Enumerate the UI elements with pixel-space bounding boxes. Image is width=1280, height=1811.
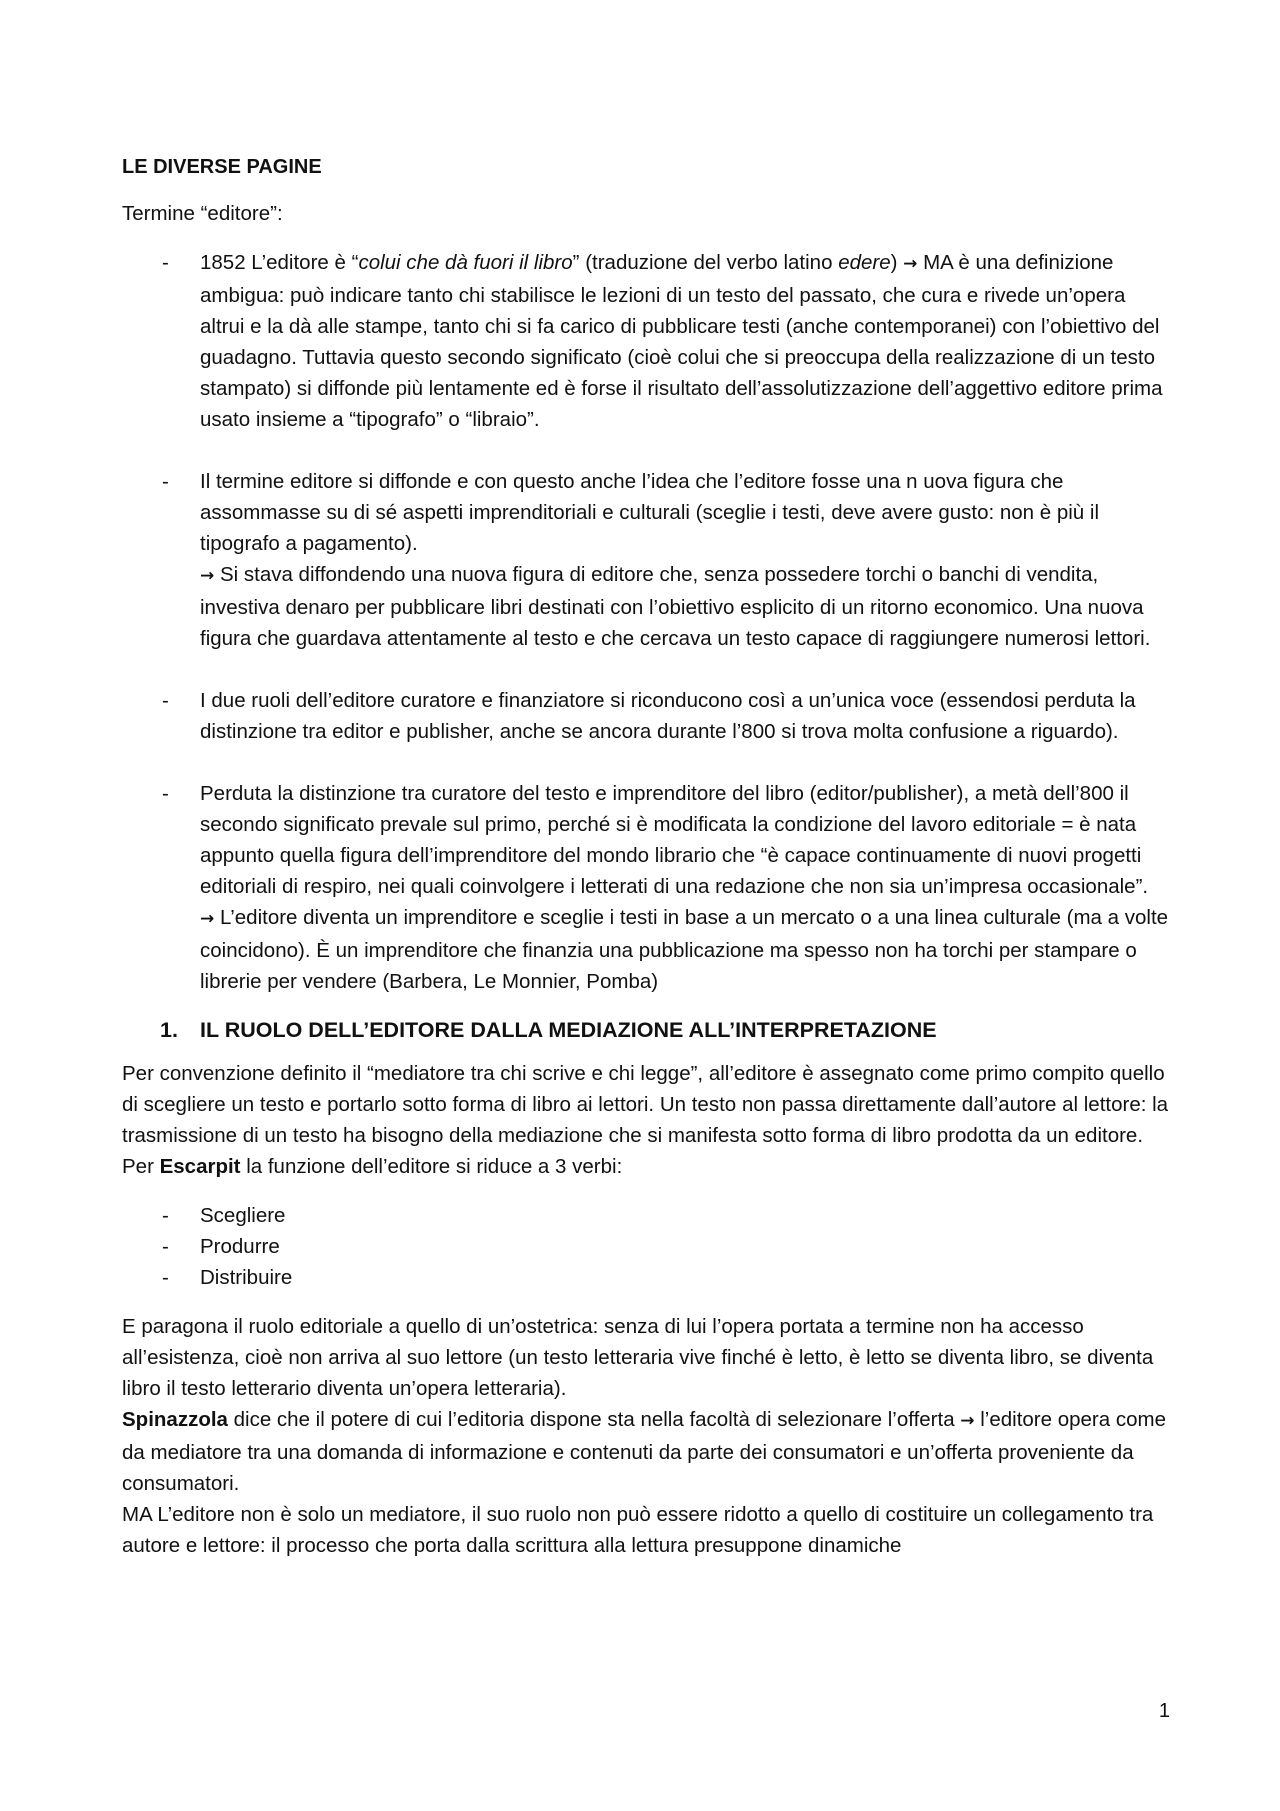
arrow-right-icon: → <box>200 909 215 929</box>
section-heading <box>122 1015 1170 1046</box>
section-number: 1. <box>160 1018 178 1042</box>
arrow-right-icon: → <box>903 254 918 274</box>
list-item: - 1852 L’editore è “colui che dà fuori il libro” (traduzione del verbo latino edere) → MA è una definizione ambigua: può indicare tanto chi stabilisce le lezioni di un testo del passato, che cura e rivede un’opera altrui e la dà alle stampe, tanto chi si fa carico di pubblicare testi (anche contemporanei) con l’obiettivo del guadagno. Tuttavia questo secondo significato (cioè colui che si preoccupa della realizzazione di un testo stampato) si diffonde più lentamente ed è forse il risultato dell’assolutizzazione dell’aggettivo editore prima usato insieme a “tipografo” o “libraio”. <box>122 247 1170 435</box>
paragraph-mediatore: Per convenzione definito il “mediatore tra chi scrive e chi legge”, all’editore è assegnato come primo compito quello di scegliere un testo e portarlo sotto forma di libro ai lettori. Un testo non passa direttamente dall’autore al lettore: la trasmissione di un testo ha bisogno della mediazione che si manifesta sotto forma di libro prodotta da un editore. Per Escarpit la funzione dell’editore si riduce a 3 verbi: <box>122 1062 1169 1178</box>
arrow-right-icon: → <box>200 566 215 586</box>
list-item: - Scegliere <box>122 1200 1170 1231</box>
author-name: Escarpit <box>159 1155 241 1178</box>
editore-definitions-list <box>122 247 1170 997</box>
list-item: - Perduta la distinzione tra curatore del testo e imprenditore del libro (editor/publisher), a metà dell’800 il secondo significato prevale sul primo, perché si è modificata la condizione del lavoro editoriale = è nata appunto quella figura dell’imprenditore del mondo librario che “è capace continuamente di nuovi progetti editoriali di respiro, nei quali coinvolgere i letterati di una redazione che non sia un’impresa occasionale”. → L’editore diventa un imprenditore e sceglie i testi in base a un mercato o a una linea culturale (ma a volte coincidono). È un imprenditore che finanzia una pubblicazione ma spesso non ha torchi per stampare o librerie per vendere (Barbera, Le Monnier, Pomba) <box>122 778 1170 997</box>
paragraph-spinazzola: Spinazzola dice che il potere di cui l’editoria dispone sta nella facoltà di selezionare l’offerta → l’editore opera come da mediatore tra una domanda di informazione e contenuti da parte dei consumatori e un’offerta proveniente da consumatori. <box>122 1408 1166 1495</box>
arrow-right-icon: → <box>960 1411 975 1431</box>
document-page <box>122 152 1170 1561</box>
paragraph-ostetrica: E paragona il ruolo editoriale a quello di un’ostetrica: senza di lui l’opera portata a termine non ha accesso all’esistenza, cioè non arriva al suo lettore (un testo letteraria vive finché è letto, è letto se diventa libro, se diventa libro il testo letterario diventa un’opera letteraria). <box>122 1315 1154 1400</box>
section-title: IL RUOLO DELL’EDITORE DALLA MEDIAZIONE ALL’INTERPRETAZIONE <box>200 1018 937 1042</box>
list-item: - I due ruoli dell’editore curatore e finanziatore si riconducono così a un’unica voce (essendosi perduta la distinzione tra editor e publisher, anche se ancora durante l’800 si trova molta confusione a riguardo). <box>122 685 1170 747</box>
paragraph-mediatore-limit: MA L’editore non è solo un mediatore, il suo ruolo non può essere ridotto a quello di costituire un collegamento tra autore e lettore: il processo che porta dalla scrittura alla lettura presuppone dinamiche <box>122 1503 1154 1557</box>
author-name: Spinazzola <box>122 1408 228 1431</box>
verbs-list <box>122 1200 1170 1293</box>
page-title: LE DIVERSE PAGINE <box>122 156 322 178</box>
page-number: 1 <box>1158 1700 1170 1722</box>
list-item: - Distribuire <box>122 1262 1170 1293</box>
list-item: - Il termine editore si diffonde e con questo anche l’idea che l’editore fosse una n uova figura che assommasse su di sé aspetti imprenditoriali e culturali (sceglie i testi, deve avere gusto: non è più il tipografo a pagamento). → Si stava diffondendo una nuova figura di editore che, senza possedere torchi o banchi di vendita, investiva denaro per pubblicare libri destinati con l’obiettivo esplicito di un ritorno economico. Una nuova figura che guardava attentamente al testo e che cercava un testo capace di raggiungere numerosi lettori. <box>122 466 1170 654</box>
intro-line: Termine “editore”: <box>122 202 283 225</box>
list-item: - Produrre <box>122 1231 1170 1262</box>
